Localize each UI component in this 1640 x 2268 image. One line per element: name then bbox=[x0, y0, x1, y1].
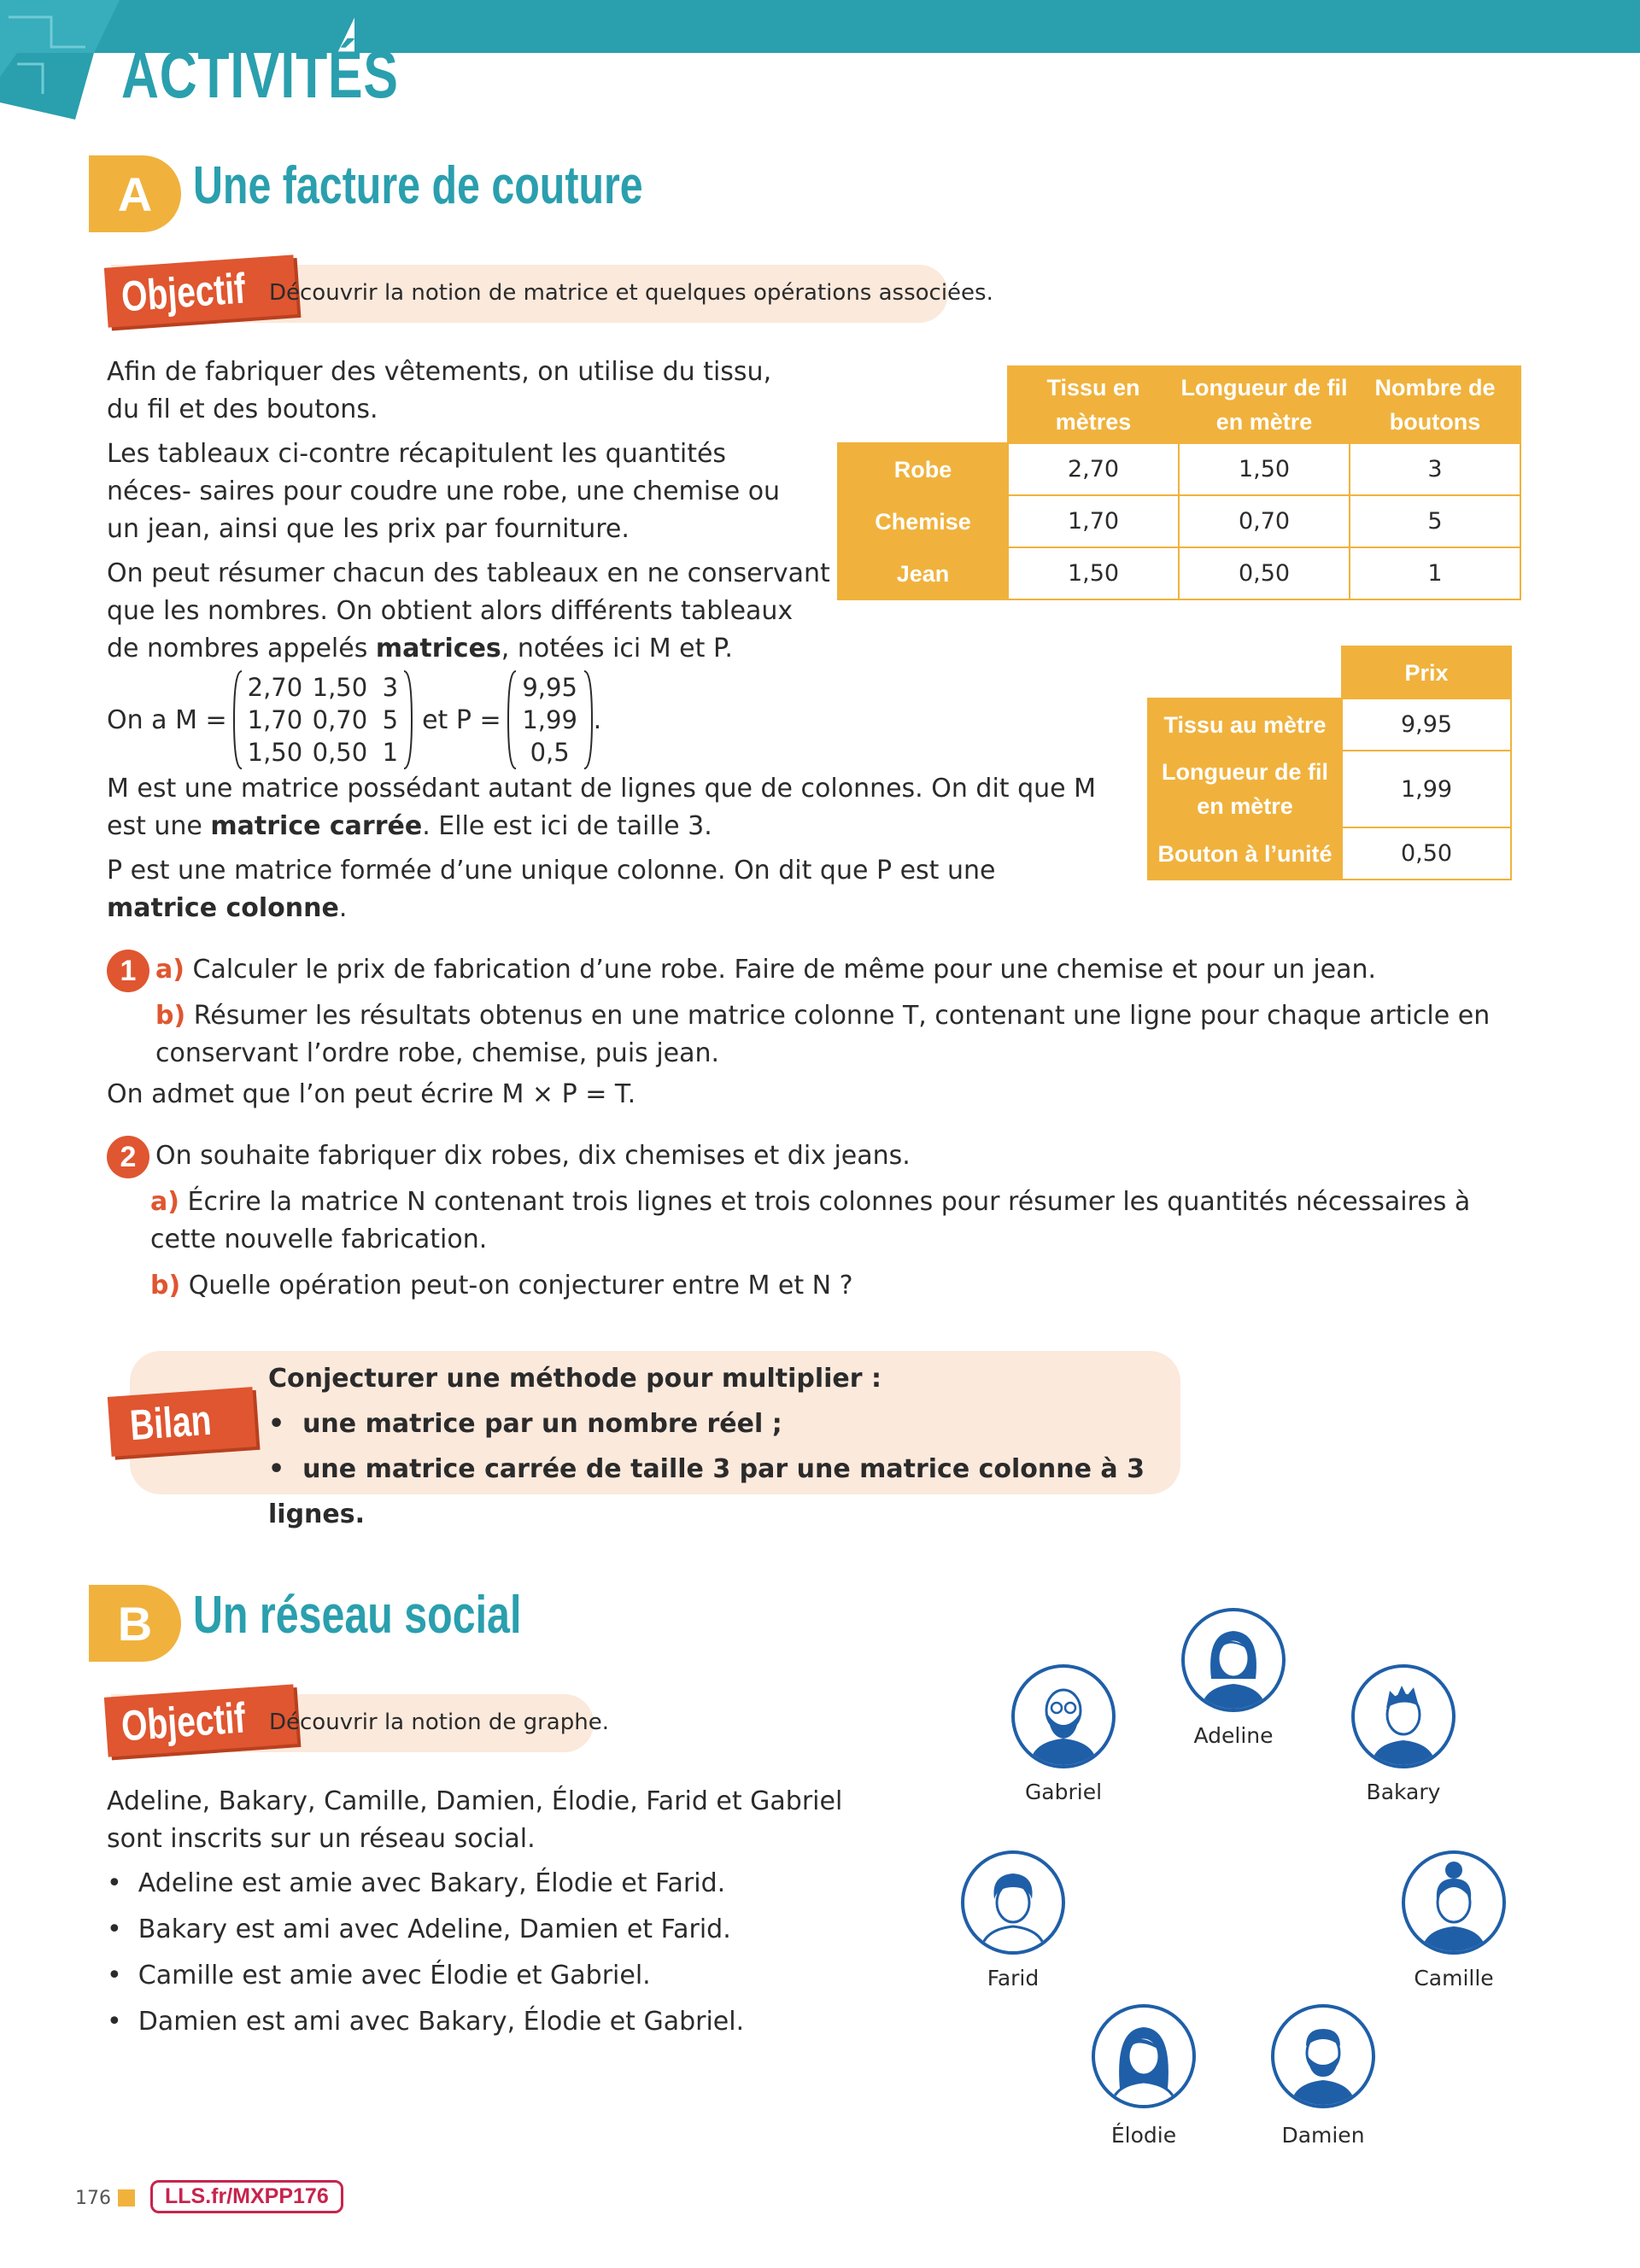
row-label: Chemise bbox=[838, 495, 1008, 547]
bilan-item: • une matrice carrée de taille 3 par une matrice colonne à 3 lignes. bbox=[268, 1454, 1145, 1529]
matrice-carree-text: M est une matrice possédant autant de lignes que de colonnes. On dit que M est une matrice carrée. Elle est ici de taille 3. bbox=[107, 774, 1097, 841]
table-cell: 9,95 bbox=[1342, 699, 1511, 751]
question-1-number: 1 bbox=[107, 950, 149, 992]
row-label: Tissu au mètre bbox=[1148, 699, 1342, 751]
person-elodie bbox=[1091, 2003, 1197, 2113]
row-label: Longueur de fil en mètre bbox=[1148, 751, 1342, 827]
table-header: Longueur de fil en mètre bbox=[1179, 366, 1350, 443]
section-b-intro: Adeline, Bakary, Camille, Damien, Élodie, Farid et Gabriel sont inscrits sur un réseau social. bbox=[107, 1786, 843, 1854]
row-label: Jean bbox=[838, 547, 1008, 599]
question-1a: a) Calculer le prix de fabrication d’une robe. Faire de même pour une chemise et pour un jean. bbox=[155, 955, 1377, 985]
question-2: On souhaite fabriquer dix robes, dix chemises et dix jeans. bbox=[155, 1141, 911, 1171]
bilan-content bbox=[268, 1356, 1174, 1537]
name-bakary: Bakary bbox=[1366, 1780, 1441, 1804]
quantities-table bbox=[837, 365, 1521, 600]
table-cell: 0,70 bbox=[1179, 495, 1350, 547]
question-2b: b) Quelle opération peut-on conjecturer entre M et N ? bbox=[150, 1271, 853, 1301]
table-header: Prix bbox=[1342, 646, 1511, 699]
person-adeline bbox=[1180, 1607, 1286, 1716]
table-cell: 1 bbox=[1350, 547, 1520, 599]
table-header: Nombre de boutons bbox=[1350, 366, 1520, 443]
label-m: On a M = bbox=[107, 704, 227, 735]
friendship-list bbox=[107, 1865, 876, 2041]
objectif-a-tag: Objectif bbox=[104, 254, 297, 327]
bilan-item: • une matrice par un nombre réel ; bbox=[268, 1409, 782, 1439]
table-cell: 5 bbox=[1350, 495, 1520, 547]
person-camille bbox=[1401, 1850, 1507, 1959]
adeline-avatar-icon bbox=[1180, 1607, 1286, 1713]
gabriel-avatar-icon bbox=[1010, 1663, 1116, 1769]
matrix-p-row: 0,5 bbox=[530, 738, 570, 767]
table-cell: 2,70 bbox=[1008, 443, 1179, 495]
name-gabriel: Gabriel bbox=[1024, 1780, 1103, 1804]
matrix-p-row: 9,95 bbox=[522, 673, 577, 702]
admit-text: On admet que l’on peut écrire M × P = T. bbox=[107, 1079, 636, 1109]
table-cell: 0,50 bbox=[1179, 547, 1350, 599]
question-1b: b) Résumer les résultats obtenus en une matrice colonne T, contenant une ligne pour chaque article en conservant l’ordre robe, chemise, puis jean. bbox=[155, 1001, 1491, 1068]
section-b-title: Un réseau social bbox=[193, 1586, 522, 1645]
table-cell: 1,99 bbox=[1342, 751, 1511, 827]
question-2-number: 2 bbox=[107, 1136, 149, 1178]
name-adeline: Adeline bbox=[1193, 1723, 1274, 1748]
matrice-colonne-text: P est une matrice formée d’une unique colonne. On dit que P est une matrice colonne. bbox=[107, 856, 996, 923]
bakary-avatar-icon bbox=[1350, 1663, 1456, 1769]
person-gabriel bbox=[1010, 1663, 1116, 1773]
matrix-p-row: 1,99 bbox=[522, 705, 577, 734]
intro-paragraph-1: Afin de fabriquer des vêtements, on utilise du tissu, du fil et des boutons. bbox=[107, 357, 772, 424]
person-damien bbox=[1270, 2003, 1376, 2113]
table-cell: 1,70 bbox=[1008, 495, 1179, 547]
person-farid bbox=[960, 1850, 1066, 1959]
header-band bbox=[354, 0, 1640, 53]
footer-link[interactable]: LLS.fr/MXPP176 bbox=[150, 2180, 343, 2213]
footer-square bbox=[118, 2189, 135, 2207]
list-item: • Adeline est amie avec Bakary, Élodie et Farid. bbox=[107, 1868, 726, 1898]
objectif-b-text: Découvrir la notion de graphe. bbox=[269, 1710, 609, 1735]
page-number: 176 bbox=[75, 2188, 111, 2209]
table-cell: 0,50 bbox=[1342, 827, 1511, 880]
table-corner bbox=[1148, 646, 1342, 699]
camille-avatar-icon bbox=[1401, 1850, 1507, 1955]
person-bakary bbox=[1350, 1663, 1456, 1773]
matrix-m-row: 2,70 1,50 3 bbox=[247, 673, 399, 702]
matrix-p bbox=[507, 669, 594, 770]
table-cell: 3 bbox=[1350, 443, 1520, 495]
name-camille: Camille bbox=[1414, 1966, 1494, 1990]
row-label: Robe bbox=[838, 443, 1008, 495]
matrix-m bbox=[232, 669, 413, 770]
elodie-avatar-icon bbox=[1091, 2003, 1197, 2109]
prices-table bbox=[1147, 646, 1512, 880]
matrix-m-row: 1,70 0,70 5 bbox=[247, 705, 399, 734]
objectif-b-tag: Objectif bbox=[104, 1684, 297, 1757]
damien-avatar-icon bbox=[1270, 2003, 1376, 2109]
list-item: • Camille est amie avec Élodie et Gabriel. bbox=[107, 1961, 651, 1990]
section-a-badge: A bbox=[89, 155, 181, 232]
matrix-definition bbox=[107, 669, 601, 770]
row-label: Bouton à l’unité bbox=[1148, 827, 1342, 880]
objectif-a-text: Découvrir la notion de matrice et quelques opérations associées. bbox=[269, 280, 993, 306]
page-title: ACTIVITÉS bbox=[121, 37, 399, 112]
table-cell: 1,50 bbox=[1008, 547, 1179, 599]
section-b-badge: B bbox=[89, 1585, 181, 1662]
table-header: Tissu en mètres bbox=[1008, 366, 1179, 443]
section-a-title: Une facture de couture bbox=[193, 156, 643, 215]
farid-avatar-icon bbox=[960, 1850, 1066, 1955]
table-cell: 1,50 bbox=[1179, 443, 1350, 495]
list-item: • Damien est ami avec Bakary, Élodie et Gabriel. bbox=[107, 2007, 745, 2037]
bilan-title: Conjecturer une méthode pour multiplier : bbox=[268, 1364, 882, 1394]
question-2a: a) Écrire la matrice N contenant trois lignes et trois colonnes pour résumer les quantités nécessaires à cette nouvelle fabrication. bbox=[150, 1187, 1471, 1254]
matrix-period: . bbox=[593, 704, 602, 735]
intro-paragraph-3: On peut résumer chacun des tableaux en ne conservant que les nombres. On obtient alors différents tableaux de nombres appelés matrices, notées ici M et P. bbox=[107, 558, 830, 663]
label-p: et P = bbox=[422, 704, 501, 735]
name-farid: Farid bbox=[987, 1966, 1040, 1990]
table-corner bbox=[838, 366, 1008, 443]
name-damien: Damien bbox=[1281, 2123, 1365, 2148]
intro-paragraph-2: Les tableaux ci-contre récapitulent les quantités néces- saires pour coudre une robe, une chemise ou un jean, ainsi que les prix par fourniture. bbox=[107, 439, 781, 544]
bilan-tag: Bilan bbox=[108, 1387, 257, 1457]
matrix-m-row: 1,50 0,50 1 bbox=[247, 738, 399, 767]
name-elodie: Élodie bbox=[1110, 2123, 1177, 2148]
list-item: • Bakary est ami avec Adeline, Damien et Farid. bbox=[107, 1914, 731, 1944]
